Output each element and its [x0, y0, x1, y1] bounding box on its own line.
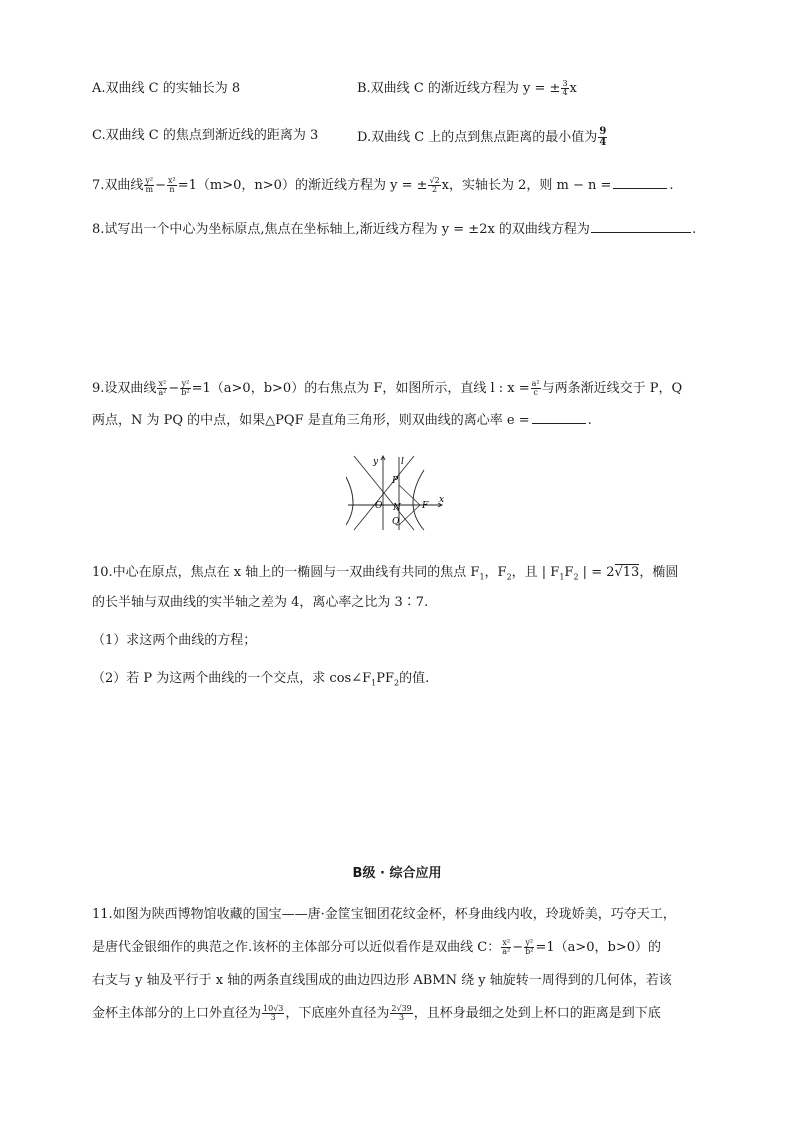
q8-text: 8.试写出一个中心为坐标原点,焦点在坐标轴上,渐近线方程为 y = ±2x 的双曲线方程为 — [92, 222, 590, 237]
q7-suffix: x，实轴长为 2，则 m − n = — [441, 178, 612, 193]
q11-frac-bottom-diameter: $\frac{2√39}{3}$ — [391, 1004, 412, 1022]
question-11-line3: 右支与 y 轴及平行于 x 轴的两条直线围成的曲边四边形 ABMN 绕 y 轴旋转一周得到的几何体，若该 — [92, 973, 672, 988]
q9-text-c: 与两条渐近线交于 P，Q — [541, 381, 683, 396]
q7-answer-blank[interactable] — [613, 176, 667, 189]
option-b-text: B.双曲线 C 的渐近线方程为 y = ± — [357, 81, 561, 96]
sqrt-13: √13 — [614, 565, 640, 580]
question-11-line4: 金杯主体部分的上口外直径为 $\frac{10√3}{3}$ ，下底座外直径为 $\frac{2√39}{3}$ ，且杯身最细之处到上杯口的距离是到下底 — [92, 1004, 661, 1022]
option-a: A.双曲线 C 的实轴长为 8 — [92, 81, 241, 96]
question-9-line2 — [92, 411, 592, 430]
q7-frac-sqrt2: $\frac{√2}{2}$ — [429, 176, 440, 194]
q7-frac-y2m: $\frac{\text{y²}}{m}$ — [145, 176, 154, 194]
question-10-line1: 10.中心在原点，焦点在 x 轴上的一椭圆与一双曲线有共同的焦点 $F_1$，$F_2$，且 | $F_1F_2$ | = 2√13，椭圆 — [92, 565, 679, 582]
option-b-fraction — [561, 80, 568, 97]
question-8 — [92, 220, 696, 239]
option-d-text: D.双曲线 C 上的点到焦点距离的最小值为 — [357, 130, 598, 145]
q9-text-b: =1（a>0，b>0）的右焦点为 F，如图所示，直线 l : x = — [191, 381, 530, 396]
question-7: 7.双曲线 $\frac{\text{y²}}{m}$ − $\frac{\text{x²}}{n}$ =1（m>0，n>0）的渐近线方程为 y = ± $\frac{√2}{2}$ x，实轴长为 2，则 m − n = . — [92, 176, 674, 194]
question-10-line2: 的长半轴与双曲线的实半轴之差为 4，离心率之比为 3∶7. — [92, 595, 429, 610]
q7-prefix: 7.双曲线 — [92, 178, 144, 193]
label-F: F — [422, 501, 429, 511]
hyperbola-figure — [346, 452, 450, 532]
option-c: C.双曲线 C 的焦点到渐近线的距离为 3 — [92, 128, 319, 143]
option-d — [357, 127, 608, 148]
frac-numerator: 3 — [562, 79, 568, 88]
q9-answer-blank[interactable] — [532, 411, 586, 424]
q7-end: . — [669, 178, 674, 193]
q9-frac-y2b2: $\frac{\text{y²}}{\text{b²}}$ — [181, 379, 190, 397]
question-10-part1: （1）求这两个曲线的方程； — [92, 633, 257, 648]
frac-denominator: 4 — [599, 137, 607, 148]
question-10-part2: （2）若 P 为这两个曲线的一个交点，求 $\cos\angle F_1PF_2$的值. — [92, 671, 430, 688]
question-11-line1: 11.如图为陕西博物馆收藏的国宝——唐·金筐宝钿团花纹金杯，杯身曲线内收，玲珑娇美，巧夺天工， — [92, 907, 676, 922]
label-N: N — [393, 503, 401, 513]
q9-end: . — [587, 413, 592, 428]
option-b — [357, 80, 577, 98]
option-b-tail: x — [569, 81, 577, 96]
label-y: y — [373, 457, 379, 467]
q9-frac-a2c: $\frac{\text{a²}}{c}$ — [531, 379, 540, 397]
label-Q: Q — [392, 517, 400, 527]
q9-line2-text: 两点，N 为 PQ 的中点，如果△PQF 是直角三角形，则双曲线的离心率 e = — [92, 413, 530, 428]
question-11-line2: 是唐代金银细作的典范之作.该杯的主体部分可以近似看作是双曲线 C： $\frac{\text{x²}}{\text{a²}}$ − $\frac{\text{y²}}{\text{b²}}$ =1（a>0，b>0）的 — [92, 938, 662, 956]
q11-frac-top-diameter: $\frac{10√3}{3}$ — [263, 1004, 284, 1022]
option-d-fraction — [598, 127, 607, 148]
label-x: x — [439, 495, 445, 505]
q7-mid: =1（m>0，n>0）的渐近线方程为 y = ± — [177, 178, 428, 193]
q9-frac-x2a2: $\frac{\text{x²}}{\text{a²}}$ — [158, 379, 167, 397]
frac-denominator: 4 — [562, 88, 568, 97]
label-l: l — [401, 457, 404, 467]
q7-frac-x2n: $\frac{\text{x²}}{n}$ — [168, 176, 176, 194]
label-P: P — [392, 476, 399, 486]
q9-text-a: 9.设双曲线 — [92, 381, 157, 396]
q8-end: . — [691, 222, 697, 237]
label-O: O — [375, 501, 383, 511]
section-heading: B级 · 综合应用 — [352, 866, 442, 881]
frac-numerator: 9 — [599, 126, 607, 137]
q8-answer-blank[interactable] — [591, 220, 691, 233]
question-9-line1: 9.设双曲线 $\frac{\text{x²}}{\text{a²}}$ − $\frac{\text{y²}}{\text{b²}}$ =1（a>0，b>0）的右焦点为 F，如图所示，直线 l : x = $\frac{\text{a²}}{c}$ 与两条渐近线交于 P，Q — [92, 379, 683, 397]
